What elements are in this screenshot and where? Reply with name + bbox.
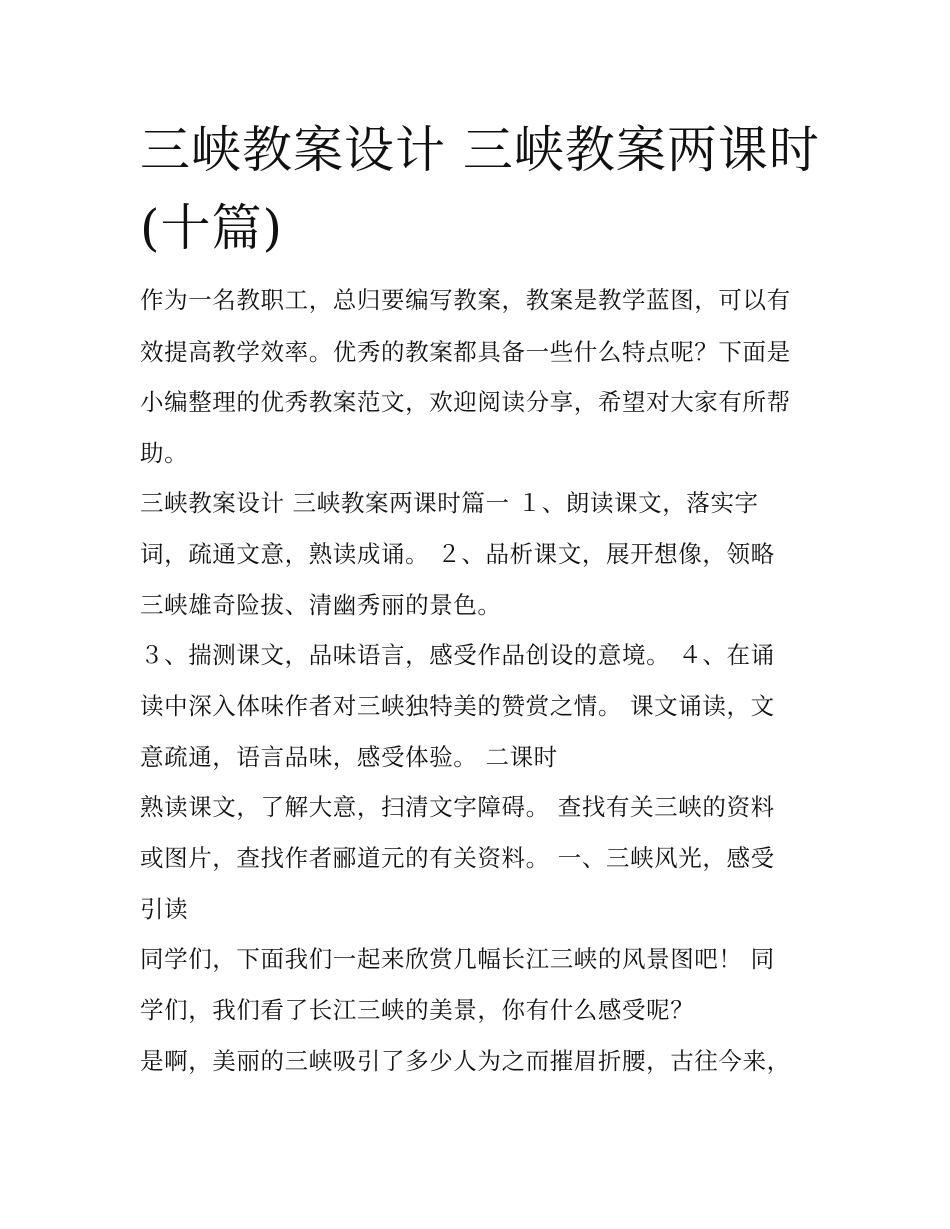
body-line-14: 同学们，下面我们一起来欣赏几幅长江三峡的风景图吧！ 同 bbox=[140, 945, 775, 973]
body-line-12: 或图片，查找作者郦道元的有关资料。 一、三峡风光，感受 bbox=[140, 844, 775, 872]
body-line-11: 熟读课文，了解大意，扫清文字障碍。 查找有关三峡的资料 bbox=[140, 793, 775, 821]
body-line-15: 学们，我们看了长江三峡的美景，你有什么感受呢？ bbox=[140, 996, 695, 1024]
body-line-4: 助。 bbox=[140, 439, 189, 467]
body-line-16: 是啊，美丽的三峡吸引了多少人为之而摧眉折腰，古往今来， bbox=[140, 1047, 791, 1075]
body-line-2: 效提高教学效率。优秀的教案都具备一些什么特点呢？下面是 bbox=[140, 338, 791, 366]
document-title-line-1: 三峡教案设计 三峡教案两课时 bbox=[140, 121, 820, 179]
body-line-1: 作为一名教职工，总归要编写教案，教案是教学蓝图，可以有 bbox=[140, 286, 791, 314]
body-line-6: 词，疏通文意，熟读成诵。 ２、品析课文，展开想像，领略 bbox=[140, 540, 775, 568]
body-line-7: 三峡雄奇险拔、清幽秀丽的景色。 bbox=[140, 591, 502, 619]
body-line-10: 意疏通，语言品味，感受体验。 二课时 bbox=[140, 743, 558, 771]
body-line-3: 小编整理的优秀教案范文，欢迎阅读分享，希望对大家有所帮 bbox=[140, 388, 791, 416]
body-line-5: 三峡教案设计 三峡教案两课时篇一 １、朗读课文，落实字 bbox=[140, 489, 759, 517]
body-line-13: 引读 bbox=[140, 895, 189, 923]
document-title-line-2: (十篇) bbox=[140, 199, 284, 257]
body-line-8: ３、揣测课文，品味语言，感受作品创设的意境。 ４、在诵 bbox=[140, 641, 775, 669]
body-line-9: 读中深入体味作者对三峡独特美的赞赏之情。 课文诵读，文 bbox=[140, 692, 775, 720]
